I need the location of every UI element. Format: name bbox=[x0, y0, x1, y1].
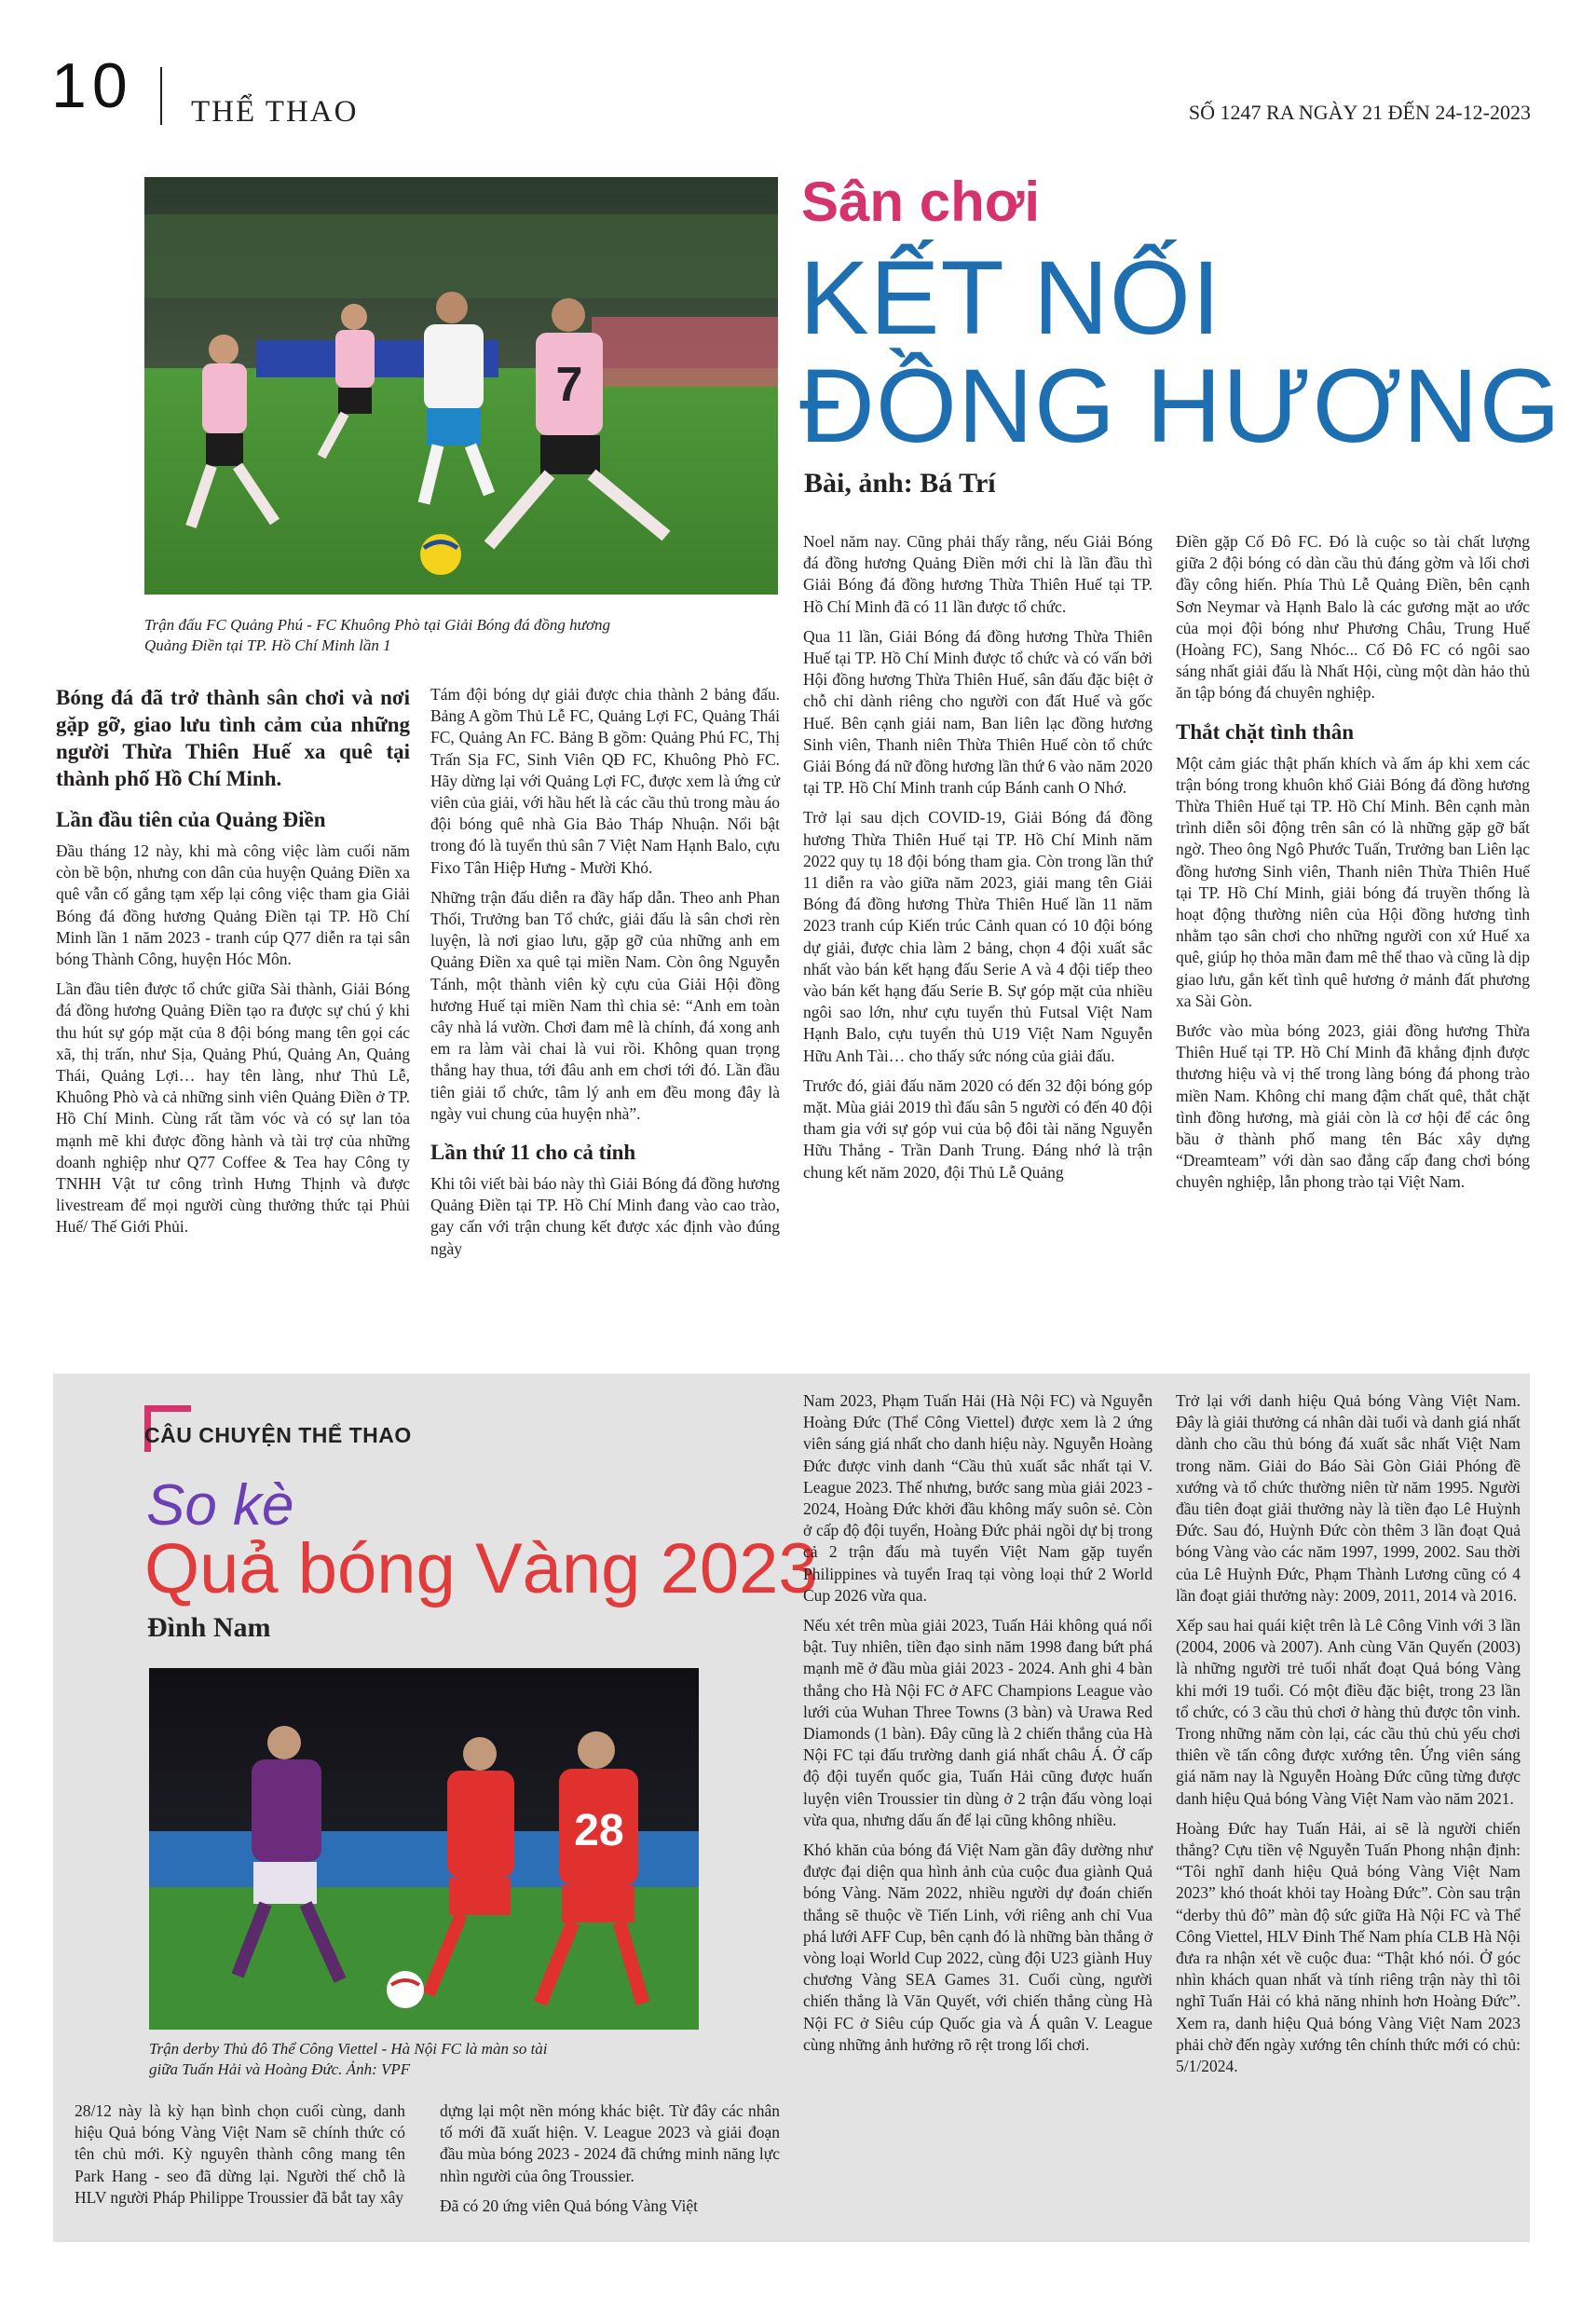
football-photo-2 bbox=[149, 1668, 699, 2030]
article2-column-3 bbox=[803, 1390, 1153, 2064]
paragraph: Lần đầu tiên được tổ chức giữa Sài thành, Giải Bóng đá đồng hương Quảng Điền tạo ra được sự chú ý khi thu hút sự góp mặt của 8 đội bóng mang tên gọi các xã, thị trấn, như Sịa, Quảng Phú, Quảng An, Quảng Thái, Quảng Lợi… hay tên làng, như Thủ Lễ, Khuông Phò và cả những sinh viên Quảng Điền ở TP. Hồ Chí Minh. Cùng rất tầm vóc và có sự lan tỏa mạnh mẽ khi được đồng hành và tài trợ của những doanh nghiệp như Q77 Coffee & Tea hay Công ty TNHH Vật tư công trình Hưng Thịnh và được livestream để mọi người cùng thưởng thức tại Phủi Huế/ Thế Giới Phủi. bbox=[56, 979, 410, 1237]
player-jersey-number: 7 bbox=[555, 358, 583, 412]
paragraph: Qua 11 lần, Giải Bóng đá đồng hương Thừa Thiên Huế tại TP. Hồ Chí Minh được tổ chức và có vấn bởi Hội đồng hương Thừa Thiên Huế, sân đấu đặc biệt ở chỗ chỉ dành riêng cho người con đất Huế và gốc Huế. Bên cạnh giải nam, Ban liên lạc đồng hương Sinh viên, Thanh niên Thừa Thiên Huế còn tổ chức Giải Bóng đá nữ đồng hương lần thứ 6 vào năm 2020 tại TP. Hồ Chí Minh tranh cúp Bánh canh O Nhớ. bbox=[803, 626, 1153, 798]
sports-story-label: CÂU CHUYỆN THỂ THAO bbox=[144, 1423, 412, 1447]
paragraph: 28/12 này là kỳ hạn bình chọn cuối cùng, danh hiệu Quả bóng Vàng Việt Nam sẽ chính thức có tên chủ mới. Kỳ nguyên thành công mang tên Park Hang - seo đã dừng lại. Người thế chỗ là HLV người Pháp Philippe Troussier đã bắt tay xây bbox=[75, 2101, 405, 2207]
paragraph: Xếp sau hai quái kiệt trên là Lê Công Vinh với 3 lần (2004, 2006 và 2007). Anh cùng Văn Quyến (2003) là những người trẻ tuổi nhất đoạt Quả bóng Vàng khi mới 19 tuổi. Có một điều đặc biệt, trong 23 lần tổ chức, có 3 cầu thủ chơi ở hàng thủ được tôn vinh. Trong những năm còn lại, các cầu thủ chủ yếu chơi thiên về tấn công được xướng tên. Ứng viên sáng giá năm nay là Nguyễn Hoàng Đức cũng từng được danh hiệu Quả bóng Vàng Việt Nam vào năm 2021. bbox=[1176, 1616, 1521, 1808]
paragraph: Những trận đấu diễn ra đầy hấp dẫn. Theo anh Phan Thối, Trưởng ban Tổ chức, giải đấu là sân chơi rèn luyện, là nơi giao lưu, gặp gỡ của những anh em Quảng Điền xa quê tại miền Nam. Còn ông Nguyễn Tánh, một thành viên kỳ cựu của Giải Hội đồng hương Huế tại miền Nam thì chia sẻ: “Anh em toàn cây nhà lá vườn. Chơi đam mê là chính, đá xong anh em ra làm vài chai là vui rồi. Không quan trọng thắng hay thua, tới đâu anh em chơi tới đó. Lần đầu tiên giải tổ chức, tâm lý anh em đều mong đây là ngày vui chung của huyện nhà”. bbox=[430, 887, 780, 1123]
article2-kicker: So kè bbox=[146, 1473, 294, 1538]
article1-sapo: Bóng đá đã trở thành sân chơi và nơi gặp gỡ, giao lưu tình cảm của những người Thừa Thiên Huế xa quê tại thành phố Hồ Chí Minh. bbox=[56, 686, 410, 790]
article1-headline bbox=[799, 239, 1562, 464]
article2-byline: Đình Nam bbox=[147, 1612, 271, 1643]
paragraph: Đã có 20 ứng viên Quả bóng Vàng Việt bbox=[440, 2196, 699, 2215]
article1-column-3 bbox=[803, 531, 1153, 1192]
paragraph: Nếu xét trên mùa giải 2023, Tuấn Hải không quá nổi bật. Tuy nhiên, tiền đạo sinh năm 1998 đang bứt phá mạnh mẽ ở đầu mùa giải 2023 - 2024. Anh ghi 4 bàn thắng cho Hà Nội FC ở AFC Champions League vào lưới của Wuhan Three Towns (3 bàn) và Urawa Red Diamonds (1 bàn). Đây cũng là 2 chiến thắng của Hà Nội FC tại đấu trường danh giá nhất châu Á. Ở cấp độ đội tuyển quốc gia, Tuấn Hải cũng được huấn luyện viên Troussier tin dùng ở 2 trận đấu vòng loại vừa qua, nhưng dấu ấn để lại cũng không nhiều. bbox=[803, 1616, 1153, 1829]
photo-caption-1-line1: Trận đấu FC Quảng Phú - FC Khuông Phò tại Giải Bóng đá đồng hương bbox=[144, 616, 611, 634]
paragraph: Đầu tháng 12 này, khi mà công việc làm cuối năm còn bề bộn, nhưng con dân của huyện Quảng Điền xa quê vẫn cố gắng tạm xếp lại công việc tham gia Giải Bóng đá đồng hương Quảng Điền tại TP. Hồ Chí Minh lần 1 năm 2023 - tranh cúp Q77 diễn ra tại sân bóng Thành Công, huyện Hóc Môn. bbox=[56, 841, 410, 969]
article1-column-1 bbox=[56, 684, 410, 1247]
photo-caption-2 bbox=[149, 2039, 708, 2080]
photo-caption-2-line2: giữa Tuấn Hải và Hoàng Đức. Ảnh: VPF bbox=[149, 2060, 411, 2078]
headline-line1: KẾT NỐI bbox=[799, 239, 1222, 356]
subheading-lan-thu-11: Lần thứ 11 cho cả tỉnh bbox=[430, 1141, 636, 1165]
article1-column-2 bbox=[430, 684, 780, 1268]
photo-caption-1-line2: Quảng Điền tại TP. Hồ Chí Minh lần 1 bbox=[144, 636, 391, 654]
paragraph: Trở lại với danh hiệu Quả bóng Vàng Việt Nam. Đây là giải thưởng cá nhân dài tuổi và danh giá nhất dành cho cầu thủ bóng đá xuất sắc nhất Việt Nam trong năm. Giải do Báo Sài Gòn Giải Phóng đề xướng và tổ chức thường niên từ năm 1995. Người đầu tiên đoạt giải thưởng này là tiền đạo Lê Huỳnh Đức. Sau đó, Huỳnh Đức còn thêm 3 lần đoạt Quả bóng Vàng vào các năm 1997, 1999, 2002. Sau thời của Lê Huỳnh Đức, Phạm Thành Lương cũng có 4 lần đoạt giải thưởng này: 2009, 2011, 2014 và 2016. bbox=[1176, 1391, 1521, 1605]
player-jersey-number-28: 28 bbox=[574, 1806, 624, 1855]
football-photo-1 bbox=[144, 177, 778, 595]
article1-column-4 bbox=[1176, 531, 1530, 1202]
subheading-quang-dien: Lần đầu tiên của Quảng Điền bbox=[56, 808, 326, 831]
football-photo-2-image bbox=[149, 1668, 699, 2030]
header-divider bbox=[160, 67, 162, 125]
section-name: THỂ THAO bbox=[191, 95, 359, 129]
paragraph: Nam 2023, Phạm Tuấn Hải (Hà Nội FC) và Nguyễn Hoàng Đức (Thể Công Viettel) được xem là 2 ứng viên sáng giá nhất cho danh hiệu này. Nguyễn Hoàng Đức được vinh danh “Cầu thủ xuất sắc nhất tại V. League 2023. Thế nhưng, bước sang mùa giải 2023 - 2024, Hoàng Đức khởi đầu không mấy suôn sẻ. Còn ở cấp độ đội tuyển, Hoàng Đức phải ngồi dự bị trong cả 2 trận đấu mà tuyển Việt Nam gặp tuyển Philippines và tuyển Iraq tại vòng loại thứ 2 World Cup 2026 vừa qua. bbox=[803, 1391, 1153, 1605]
subheading-that-chat-tinh-than: Thắt chặt tình thân bbox=[1176, 719, 1355, 744]
photo-caption-2-line1: Trận derby Thủ đô Thể Công Viettel - Hà Nội FC là màn so tài bbox=[149, 2040, 548, 2058]
article2-column-1 bbox=[75, 2100, 405, 2217]
paragraph: dựng lại một nền móng khác biệt. Từ đây các nhân tố mới đã xuất hiện. V. League 2023 và giải đoạn đầu mùa bóng 2023 - 2024 đã chứng minh năng lực nhìn người của ông Troussier. bbox=[440, 2101, 780, 2185]
paragraph: Tám đội bóng dự giải được chia thành 2 bảng đấu. Bảng A gồm Thủ Lễ FC, Quảng Lợi FC, Quảng Thái FC, Quảng An FC. Bảng B gồm: Quảng Phú FC, Thị Trấn Sịa FC, Sinh Viên QĐ FC, Khuông Phò FC. Hãy dừng lại với Quảng Lợi FC, được xem là ứng cử viên của giải, với hầu hết là các cầu thủ trong màu áo đội bóng quê nhà Gia Bảo Tháp Nhuận. Nổi bật trong đó là tuyển thủ sân 7 Việt Nam Hạnh Balo, cựu Fixo Tân Hiệp Hưng - Mười Khó. bbox=[430, 685, 780, 877]
paragraph: Khi tôi viết bài báo này thì Giải Bóng đá đồng hương Quảng Điền tại TP. Hồ Chí Minh đang vào cao trào, gay cấn với trận chung kết được xác định vào đúng ngày bbox=[430, 1174, 780, 1258]
issue-date: SỐ 1247 RA NGÀY 21 ĐẾN 24-12-2023 bbox=[1188, 101, 1531, 124]
paragraph: Một cảm giác thật phấn khích và ấm áp khi xem các trận bóng trong khuôn khổ Giải Bóng đá đồng hương Thừa Thiên Huế tại TP. Hồ Chí Minh. Bên cạnh màn trình diễn sôi động trên sân có là những gặp gỡ bất ngờ. Theo ông Ngô Phước Tuấn, Trưởng ban Liên lạc đồng hương Sinh viên, Thanh niên Thừa Thiên Huế tại TP. Hồ Chí Minh, giải bóng đá truyền thống là hoạt động thường niên của Hội đồng hương tình nhằm tạo sân chơi cho những người con xứ Huế xa quê, giúp họ thỏa mãn đam mê thể thao và cũng là dịp giao lưu, gắn kết tình quê hương ở mảnh đất phương xa Sài Gòn. bbox=[1176, 753, 1530, 1010]
article1-byline: Bài, ảnh: Bá Trí bbox=[804, 468, 996, 499]
article2-column-4 bbox=[1176, 1390, 1521, 2086]
paragraph: Bước vào mùa bóng 2023, giải đồng hương Thừa Thiên Huế tại TP. Hồ Chí Minh đã khẳng định được thương hiệu và vị thế trong làng bóng đá phong trào miền Nam. Không chỉ mang đậm chất quê, thắt chặt tình đồng hương, mà giải còn là cơ hội để các ông bầu ở thành phố mang tên Bác xây dựng “Dreamteam” với dàn sao đẳng cấp đang chơi bóng chuyên nghiệp, lẫn phong trào tại Việt Nam. bbox=[1176, 1021, 1530, 1192]
paragraph: Khó khăn của bóng đá Việt Nam gần đây dường như được đại diện qua hình ảnh của cuộc đua giành Quả bóng Vàng. Năm 2022, nhiều người dự đoán chiến thắng sẽ thuộc về Tiến Linh, với riêng anh chỉ Vua phá lưới AFF Cup, bên cạnh đó là những bàn thắng ở vòng loại World Cup 2022, cùng đội U23 giành Huy chương Vàng SEA Games 31. Cuối cùng, người chiến thắng là Văn Quyết, với chiến thắng cùng Hà Nội FC ở Siêu cúp Quốc gia và Á quân V. League cùng những ảnh hưởng rõ rệt trong lối chơi. bbox=[803, 1840, 1153, 2054]
headline-line2: ĐỒNG HƯƠNG bbox=[799, 348, 1562, 464]
paragraph: Trở lại sau dịch COVID-19, Giải Bóng đá đồng hương Thừa Thiên Huế tại TP. Hồ Chí Minh năm 2022 quy tụ 18 đội bóng tham gia. Còn trong lần thứ 11 diễn ra vào giữa năm 2023, giải mang tên Giải Bóng đá đồng hương Thừa Thiên Huế lần 11 năm 2023 tranh cúp Kiến trúc Cảnh quan có 10 đội bóng dự giải, được chia làm 2 bảng, chọn 4 đội xuất sắc nhất vào bán kết hạng đấu Serie A và 4 đội tiếp theo vào bán kết hạng đấu Serie B. Sự góp mặt của nhiều ngôi sao lớn, như cựu tuyển thủ Futsal Việt Nam Hạnh Balo, cựu tuyển thủ U19 Việt Nam Nguyễn Hữu Anh Tài… cho thấy sức nóng của giải đấu. bbox=[803, 808, 1153, 1065]
football-photo-1-image bbox=[144, 177, 778, 595]
paragraph: Điền gặp Cố Đô FC. Đó là cuộc so tài chất lượng giữa 2 đội bóng có dàn cầu thủ đáng gờm và lối chơi đầy công hiến. Phía Thủ Lễ Quảng Điền, bên cạnh Sơn Neymar và Hạnh Balo là các gương mặt ao ước của mọi đội bóng như Phương Châu, Trung Huế (Hoàng FC), Sang Nhóc... Cố Đô FC có ngôi sao sáng nhất giải đấu là Nhất Hội, cùng một dàn hảo thủ ăn tập bóng đá chuyên nghiệp. bbox=[1176, 532, 1530, 703]
page-number: 10 bbox=[51, 50, 133, 121]
photo-caption-1 bbox=[144, 615, 778, 656]
article2-headline: Quả bóng Vàng 2023 bbox=[144, 1529, 818, 1608]
paragraph: Hoàng Đức hay Tuấn Hải, ai sẽ là người chiến thắng? Cựu tiền vệ Nguyễn Tuấn Phong nhận định: “Tôi nghĩ danh hiệu Quả bóng Vàng Việt Nam 2023” khó thoát khỏi tay Hoàng Đức”. Còn sau trận “derby thủ đô” màn độ sức giữa Hà Nội FC và Thể Công Viettel, HLV Đinh Thế Nam phía CLB Hà Nội đưa ra nhận xét về cuộc đua: “Thật khó nói. Ở góc nhìn khách quan nhất và tính riêng trận này thì tôi nghĩ Tuấn Hải có khả năng nhỉnh hơn Hoàng Đức”. Xem ra, danh hiệu Quả bóng Vàng Việt Nam 2023 phải chờ đến ngày xướng tên chính thức mới có chủ: 5/1/2024. bbox=[1176, 1818, 1521, 2076]
article2-column-2 bbox=[440, 2100, 780, 2225]
paragraph: Trước đó, giải đấu năm 2020 có đến 32 đội bóng góp mặt. Mùa giải 2019 thì đấu sân 5 người có đến 40 đội tham gia với sự góp vui của bộ đôi tài năng Nguyễn Hữu Thắng - Trần Danh Trung. Đáng nhớ là trận chung kết năm 2020, đội Thủ Lễ Quảng bbox=[803, 1075, 1153, 1182]
paragraph: Noel năm nay. Cũng phải thấy rằng, nếu Giải Bóng đá đồng hương Quảng Điền mới chỉ là lần đầu thì Giải Bóng đá đồng hương Thừa Thiên Huế tại TP. Hồ Chí Minh đã có 11 lần được tổ chức. bbox=[803, 532, 1153, 616]
article1-kicker: Sân chơi bbox=[801, 171, 1041, 233]
